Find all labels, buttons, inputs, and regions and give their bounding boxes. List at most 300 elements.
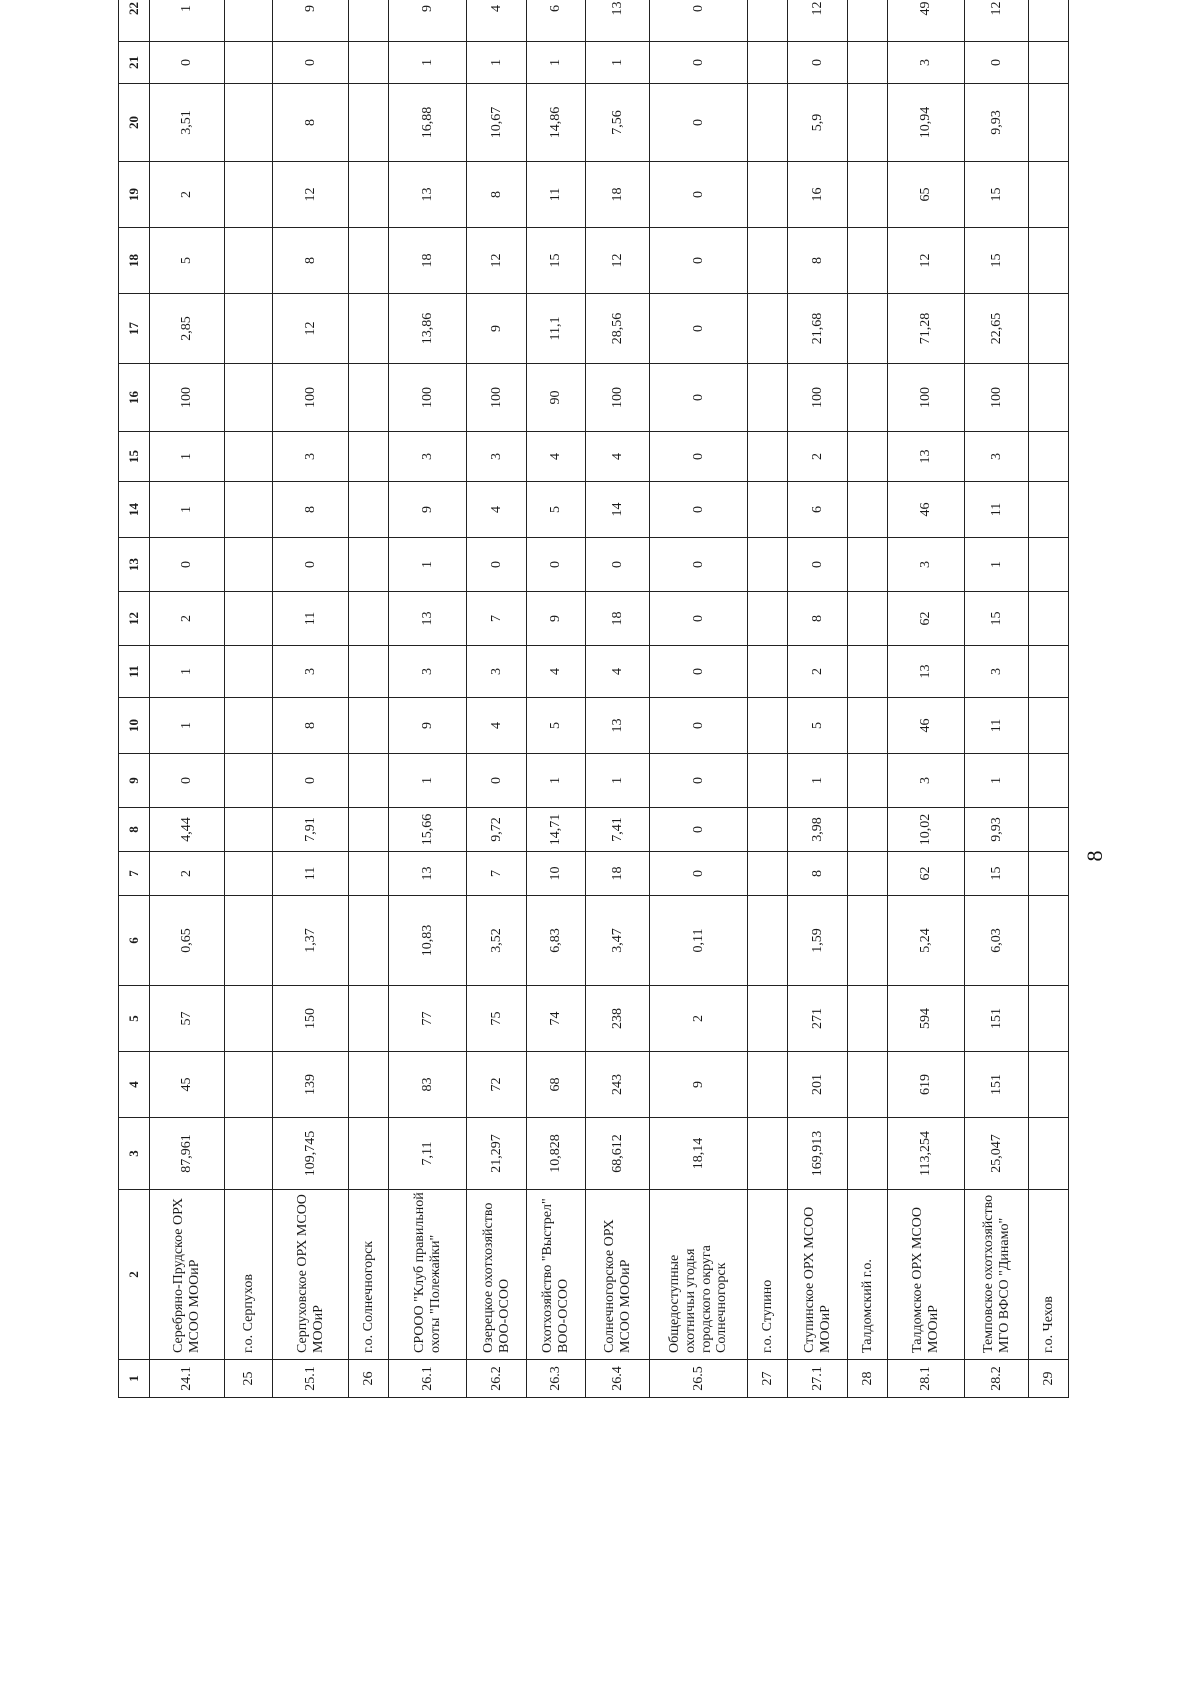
data-cell: 0 [150,754,225,808]
data-cell: 0 [650,852,748,896]
data-cell: 1,37 [273,896,349,986]
data-cell: 8 [273,84,349,162]
data-cell [748,364,788,432]
data-cell: 6 [788,482,848,538]
table-body [150,0,1069,1398]
row-name-cell: Общедоступные охотничьи угодья городского округа Солнечногорск [650,1190,748,1360]
data-cell: 18 [586,162,650,228]
column-header-15: 15 [119,432,150,482]
data-cell [748,228,788,294]
row-index-cell: 24.1 [150,1360,225,1398]
data-cell: 4,44 [150,808,225,852]
data-cell: 594 [888,986,965,1052]
data-cell [349,538,389,592]
table-row [389,0,467,1398]
data-cell: 0 [650,0,748,42]
data-cell [349,852,389,896]
data-cell [349,432,389,482]
data-cell: 57 [150,986,225,1052]
data-cell: 9,72 [467,808,527,852]
column-header-14: 14 [119,482,150,538]
data-cell: 8 [273,228,349,294]
data-cell: 169,913 [788,1118,848,1190]
data-cell: 3,98 [788,808,848,852]
data-cell: 201 [788,1052,848,1118]
data-cell [225,228,273,294]
data-cell [225,538,273,592]
data-cell: 10,83 [389,896,467,986]
data-cell: 271 [788,986,848,1052]
data-cell [225,1118,273,1190]
data-cell: 3,52 [467,896,527,986]
data-cell: 139 [273,1052,349,1118]
data-cell [225,646,273,698]
row-index-cell: 26 [349,1360,389,1398]
data-cell: 1 [150,698,225,754]
data-cell: 7,11 [389,1118,467,1190]
column-header-6: 6 [119,896,150,986]
data-cell: 83 [389,1052,467,1118]
data-cell [1029,646,1069,698]
column-header-9: 9 [119,754,150,808]
table-row [467,0,527,1398]
data-cell: 3 [389,432,467,482]
data-cell: 0 [150,538,225,592]
data-cell [225,162,273,228]
data-cell: 0 [467,538,527,592]
table-row [586,0,650,1398]
data-cell [848,0,888,42]
data-cell: 3 [467,432,527,482]
data-cell [349,646,389,698]
row-index-cell: 25.1 [273,1360,349,1398]
data-cell: 0 [650,646,748,698]
data-cell: 2 [788,432,848,482]
data-cell: 25,047 [965,1118,1029,1190]
row-name-cell: Талдомский г.о. [848,1190,888,1360]
data-cell: 1 [965,754,1029,808]
data-cell: 3,47 [586,896,650,986]
data-cell: 8 [273,698,349,754]
data-cell: 77 [389,986,467,1052]
data-cell [1029,592,1069,646]
data-cell: 0 [650,364,748,432]
row-index-cell: 26.4 [586,1360,650,1398]
data-cell [848,1118,888,1190]
data-cell: 2 [150,162,225,228]
data-cell: 6 [527,0,586,42]
data-cell: 0 [273,42,349,84]
data-cell: 5 [527,482,586,538]
data-cell [748,986,788,1052]
data-cell: 1 [150,482,225,538]
data-cell: 0 [650,228,748,294]
data-cell [1029,1052,1069,1118]
data-cell: 15 [965,162,1029,228]
data-cell [748,1118,788,1190]
data-cell: 10,828 [527,1118,586,1190]
data-cell [748,852,788,896]
data-cell [748,896,788,986]
data-cell: 100 [888,364,965,432]
data-cell [748,162,788,228]
data-cell: 15 [527,228,586,294]
data-cell [1029,896,1069,986]
data-cell [349,986,389,1052]
data-cell: 4 [527,646,586,698]
data-cell: 2 [150,852,225,896]
data-cell [848,364,888,432]
data-cell: 9 [527,592,586,646]
data-cell [349,228,389,294]
data-cell: 5 [788,698,848,754]
table-row [748,0,788,1398]
data-cell: 5 [150,228,225,294]
data-cell: 11 [273,852,349,896]
data-cell: 238 [586,986,650,1052]
data-cell: 1 [389,754,467,808]
table-row [650,0,748,1398]
data-cell: 0 [650,808,748,852]
data-cell: 100 [389,364,467,432]
data-cell [748,538,788,592]
data-cell: 2 [650,986,748,1052]
row-name-cell: г.о. Ступино [748,1190,788,1360]
data-cell: 9,93 [965,84,1029,162]
data-cell: 1 [527,42,586,84]
data-cell: 1 [965,538,1029,592]
column-header-3: 3 [119,1118,150,1190]
data-cell [848,986,888,1052]
table-row [527,0,586,1398]
data-cell [848,754,888,808]
data-cell: 0,65 [150,896,225,986]
data-cell: 0 [650,482,748,538]
data-cell: 100 [788,364,848,432]
data-cell: 3 [965,646,1029,698]
data-cell [1029,0,1069,42]
data-cell: 15,66 [389,808,467,852]
data-cell: 21,68 [788,294,848,364]
data-cell: 0 [965,42,1029,84]
data-cell: 15 [965,228,1029,294]
data-cell: 4 [586,432,650,482]
data-cell: 3 [888,754,965,808]
data-cell [1029,42,1069,84]
data-cell: 109,745 [273,1118,349,1190]
data-cell: 13 [586,0,650,42]
data-cell: 12 [467,228,527,294]
data-cell: 151 [965,986,1029,1052]
data-cell: 16 [788,162,848,228]
data-cell [349,808,389,852]
data-cell: 12 [273,162,349,228]
data-cell: 18 [389,228,467,294]
data-cell [748,808,788,852]
column-header-22: 22 [119,0,150,42]
data-cell: 68,612 [586,1118,650,1190]
data-cell: 0 [586,538,650,592]
data-cell: 3 [273,432,349,482]
data-cell: 28,56 [586,294,650,364]
data-cell: 6,83 [527,896,586,986]
data-cell: 13 [389,592,467,646]
data-cell: 12 [273,294,349,364]
data-cell [848,538,888,592]
column-header-2: 2 [119,1190,150,1360]
data-cell [225,482,273,538]
column-header-8: 8 [119,808,150,852]
data-cell [1029,162,1069,228]
column-header-1: 1 [119,1360,150,1398]
data-cell: 62 [888,852,965,896]
row-index-cell: 28 [848,1360,888,1398]
data-cell: 5 [527,698,586,754]
data-cell: 1 [150,646,225,698]
data-cell [225,698,273,754]
data-cell: 7,56 [586,84,650,162]
data-cell [225,754,273,808]
data-cell: 0 [650,42,748,84]
data-cell: 100 [150,364,225,432]
data-cell: 1 [586,754,650,808]
data-cell [349,754,389,808]
data-cell: 9 [389,0,467,42]
data-cell: 4 [527,432,586,482]
column-header-21: 21 [119,42,150,84]
row-name-cell: Талдомское ОРХ МСОО МООиР [888,1190,965,1360]
data-cell [349,1118,389,1190]
data-cell: 13 [586,698,650,754]
table-row [965,0,1029,1398]
data-cell: 18 [586,852,650,896]
data-cell [748,482,788,538]
data-cell: 10 [527,852,586,896]
row-name-cell: г.о. Чехов [1029,1190,1069,1360]
data-cell: 13 [389,162,467,228]
data-cell: 0 [650,162,748,228]
data-cell [349,482,389,538]
data-cell: 18,14 [650,1118,748,1190]
data-cell: 4 [467,698,527,754]
data-cell [848,646,888,698]
column-header-11: 11 [119,646,150,698]
data-cell: 0 [273,538,349,592]
row-name-cell: Серпуховское ОРХ МСОО МООиР [273,1190,349,1360]
data-cell: 4 [467,0,527,42]
data-cell: 8 [788,592,848,646]
data-cell: 45 [150,1052,225,1118]
data-cell [748,0,788,42]
data-cell: 18 [586,592,650,646]
data-cell [748,294,788,364]
data-cell: 9 [389,482,467,538]
data-cell: 0 [650,754,748,808]
data-cell: 46 [888,698,965,754]
data-cell: 0 [467,754,527,808]
data-cell [748,754,788,808]
data-cell: 0 [273,754,349,808]
data-cell [848,852,888,896]
row-name-cell: г.о. Солнечногорск [349,1190,389,1360]
data-cell: 0 [150,42,225,84]
column-header-5: 5 [119,986,150,1052]
table-row [848,0,888,1398]
data-cell [225,84,273,162]
row-index-cell: 26.2 [467,1360,527,1398]
data-cell: 21,297 [467,1118,527,1190]
data-cell [848,698,888,754]
data-cell: 3,51 [150,84,225,162]
row-name-cell: Ступинское ОРХ МСОО МООиР [788,1190,848,1360]
header-row [119,0,150,1398]
data-cell: 243 [586,1052,650,1118]
data-cell: 75 [467,986,527,1052]
data-cell [1029,754,1069,808]
data-cell: 3 [888,538,965,592]
data-cell [1029,698,1069,754]
row-index-cell: 29 [1029,1360,1069,1398]
data-cell: 22,65 [965,294,1029,364]
data-cell: 150 [273,986,349,1052]
data-cell: 2 [788,646,848,698]
table-row [349,0,389,1398]
row-name-cell: Озерецкое охотхозяйство ВОО-ОСОО [467,1190,527,1360]
data-cell: 9 [650,1052,748,1118]
data-cell [748,646,788,698]
column-header-10: 10 [119,698,150,754]
data-cell [349,1052,389,1118]
row-name-cell: Темповское охотхозяйство МГО ВФСО "Динамо" [965,1190,1029,1360]
data-cell: 10,94 [888,84,965,162]
data-cell [1029,364,1069,432]
data-cell: 11 [965,482,1029,538]
data-cell [349,42,389,84]
data-cell: 90 [527,364,586,432]
column-header-13: 13 [119,538,150,592]
data-cell [225,808,273,852]
data-cell: 13 [888,432,965,482]
data-cell [225,852,273,896]
data-cell: 1,59 [788,896,848,986]
data-cell: 113,254 [888,1118,965,1190]
data-cell: 87,961 [150,1118,225,1190]
data-cell: 8 [788,228,848,294]
row-name-cell: Серебряно-Прудское ОРХ МСОО МООиР [150,1190,225,1360]
data-cell: 13,86 [389,294,467,364]
data-cell [848,42,888,84]
data-cell: 15 [965,592,1029,646]
data-cell [848,84,888,162]
row-index-cell: 26.5 [650,1360,748,1398]
data-cell: 0 [650,432,748,482]
data-cell [225,432,273,482]
row-index-cell: 28.1 [888,1360,965,1398]
table-row [225,0,273,1398]
data-cell: 3 [389,646,467,698]
data-cell: 10,02 [888,808,965,852]
table-row [273,0,349,1398]
row-index-cell: 27.1 [788,1360,848,1398]
data-cell: 71,28 [888,294,965,364]
data-cell: 15 [965,852,1029,896]
hunting-grounds-table [118,0,1069,1398]
data-cell: 12 [965,0,1029,42]
data-cell: 13 [389,852,467,896]
table-row [150,0,225,1398]
data-cell: 9 [389,698,467,754]
data-cell: 9,93 [965,808,1029,852]
data-cell: 1 [788,754,848,808]
data-cell [349,0,389,42]
data-cell [225,592,273,646]
data-cell [349,162,389,228]
data-cell: 100 [467,364,527,432]
row-name-cell: Солнечногорское ОРХ МСОО МООиР [586,1190,650,1360]
data-cell [848,228,888,294]
data-cell: 11 [273,592,349,646]
data-cell: 74 [527,986,586,1052]
data-cell [848,1052,888,1118]
data-cell: 10,67 [467,84,527,162]
data-cell: 72 [467,1052,527,1118]
data-cell: 0 [650,698,748,754]
data-cell [1029,852,1069,896]
column-header-16: 16 [119,364,150,432]
rotated-table-container [118,1,1058,1398]
column-header-17: 17 [119,294,150,364]
data-cell [1029,84,1069,162]
data-cell: 7 [467,852,527,896]
data-cell: 8 [788,852,848,896]
data-cell [1029,482,1069,538]
data-cell: 1 [467,42,527,84]
data-cell [748,432,788,482]
column-header-18: 18 [119,228,150,294]
data-cell: 13 [888,646,965,698]
column-header-4: 4 [119,1052,150,1118]
row-index-cell: 27 [748,1360,788,1398]
data-cell: 8 [273,482,349,538]
data-cell: 1 [150,0,225,42]
data-cell: 14,71 [527,808,586,852]
data-cell: 4 [467,482,527,538]
data-cell: 7 [467,592,527,646]
data-cell [349,698,389,754]
data-cell: 0 [650,294,748,364]
data-cell: 5,24 [888,896,965,986]
table-row [1029,0,1069,1398]
data-cell: 100 [586,364,650,432]
data-cell: 14,86 [527,84,586,162]
data-cell: 0 [788,42,848,84]
row-name-cell: Охотхозяйство "Выстрел" ВОО-ОСОО [527,1190,586,1360]
data-cell [848,432,888,482]
data-cell [848,294,888,364]
data-cell [349,84,389,162]
data-cell [848,162,888,228]
data-cell: 14 [586,482,650,538]
data-cell [848,592,888,646]
data-cell [225,1052,273,1118]
data-cell [349,364,389,432]
data-cell: 0 [650,538,748,592]
data-cell: 0,11 [650,896,748,986]
data-cell: 8 [467,162,527,228]
data-cell [349,896,389,986]
column-header-12: 12 [119,592,150,646]
data-cell: 2,85 [150,294,225,364]
